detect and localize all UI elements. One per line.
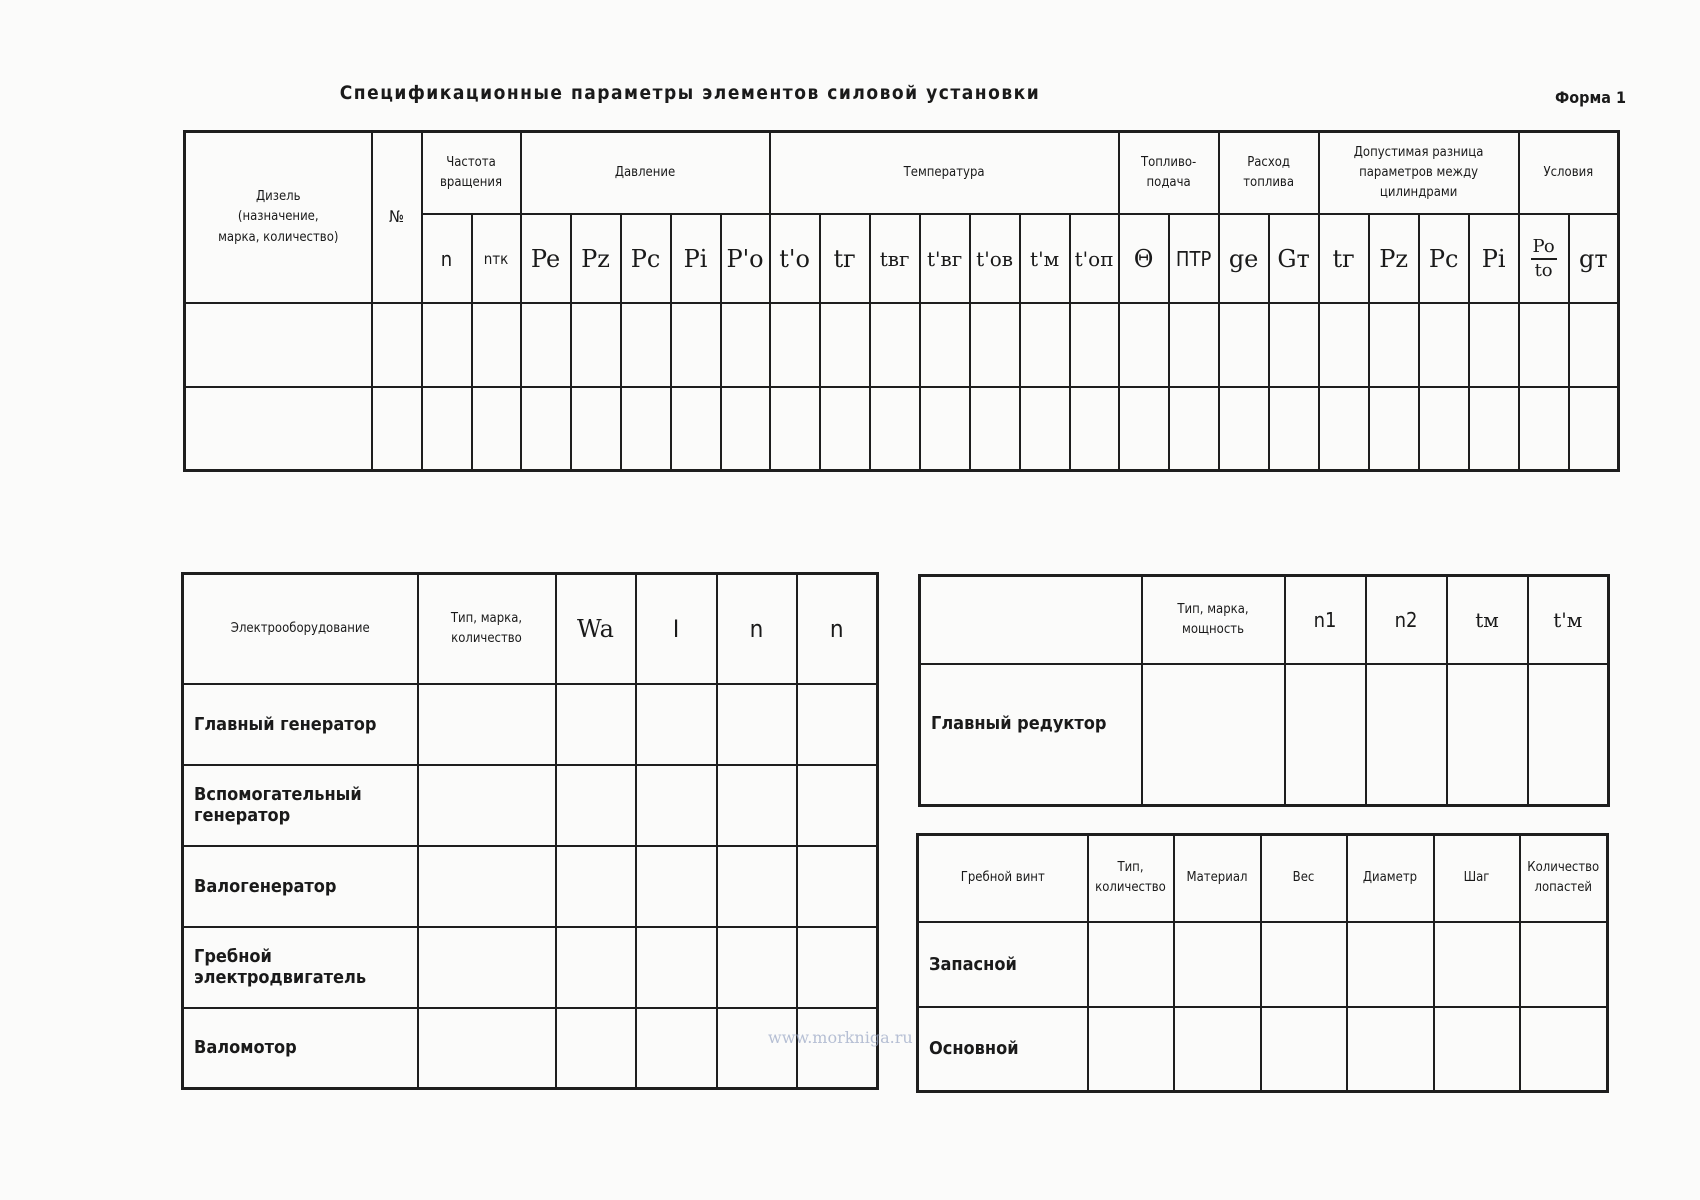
cell[interactable] bbox=[920, 303, 970, 387]
cell[interactable] bbox=[422, 303, 472, 387]
row-label-main-reducer: Главный редуктор bbox=[920, 664, 1142, 806]
col-header-type: Тип, количество bbox=[1088, 835, 1174, 922]
group-header-temperature: Температура bbox=[770, 132, 1119, 215]
cell[interactable] bbox=[1070, 387, 1119, 471]
cell[interactable] bbox=[1174, 922, 1261, 1007]
cell[interactable] bbox=[717, 1008, 797, 1089]
cell[interactable] bbox=[1569, 387, 1619, 471]
cell[interactable] bbox=[521, 387, 571, 471]
cell[interactable] bbox=[636, 1008, 717, 1089]
group-header-fuel-feed: Топливо-подача bbox=[1119, 132, 1219, 215]
sub-header-pc: Pc bbox=[621, 214, 671, 303]
cell[interactable] bbox=[636, 846, 717, 927]
table-row bbox=[185, 387, 1619, 471]
table-row bbox=[183, 1008, 878, 1089]
col-header-blade-count: Количество лопастей bbox=[1520, 835, 1608, 922]
cell[interactable] bbox=[1119, 303, 1169, 387]
cell[interactable] bbox=[1169, 387, 1219, 471]
col-header-propeller: Гребной винт bbox=[918, 835, 1088, 922]
cell[interactable] bbox=[797, 846, 878, 927]
cell[interactable] bbox=[1419, 387, 1469, 471]
cell[interactable] bbox=[1569, 303, 1619, 387]
cell[interactable] bbox=[472, 303, 521, 387]
cell[interactable] bbox=[418, 846, 556, 927]
cell[interactable] bbox=[1088, 922, 1174, 1007]
sub-header-pz: Pz bbox=[571, 214, 621, 303]
cell[interactable] bbox=[970, 387, 1020, 471]
table-row bbox=[918, 1007, 1608, 1092]
cell[interactable] bbox=[1434, 922, 1520, 1007]
page-title: Спецификационные параметры элементов силовой установки bbox=[339, 82, 1041, 104]
cell[interactable] bbox=[671, 303, 721, 387]
group-header-pressure: Давление bbox=[521, 132, 770, 215]
sub-header-n: n bbox=[422, 214, 472, 303]
group-header-speed: Частота вращения bbox=[422, 132, 521, 215]
sub-header-tm: t'м bbox=[1020, 214, 1070, 303]
sub-header-tov: t'ов bbox=[970, 214, 1020, 303]
cell[interactable] bbox=[671, 387, 721, 471]
sub-header-gt: gт bbox=[1569, 214, 1619, 303]
cell[interactable] bbox=[770, 387, 820, 471]
table-row bbox=[183, 927, 878, 1008]
cell[interactable] bbox=[422, 387, 472, 471]
cell[interactable] bbox=[636, 765, 717, 846]
col-header-tm-prime: t'м bbox=[1528, 576, 1609, 664]
cell[interactable] bbox=[621, 303, 671, 387]
sub-header-ptr: ПТР bbox=[1169, 214, 1219, 303]
cell[interactable] bbox=[621, 387, 671, 471]
cell[interactable] bbox=[870, 387, 920, 471]
cell[interactable] bbox=[1319, 387, 1369, 471]
cell[interactable] bbox=[418, 684, 556, 765]
cell[interactable] bbox=[717, 684, 797, 765]
cell[interactable] bbox=[1142, 664, 1285, 806]
cell[interactable] bbox=[1219, 387, 1269, 471]
cell[interactable] bbox=[1347, 922, 1434, 1007]
sub-header-pe: Pe bbox=[521, 214, 571, 303]
sub-header-diff-pi: Pi bbox=[1469, 214, 1519, 303]
table-row bbox=[183, 684, 878, 765]
cell[interactable] bbox=[521, 303, 571, 387]
sub-header-diff-pz: Pz bbox=[1369, 214, 1419, 303]
fraction-denominator: to bbox=[1534, 259, 1553, 281]
sub-header-tvg: tвг bbox=[870, 214, 920, 303]
sub-header-diff-pc: Pc bbox=[1419, 214, 1469, 303]
cell[interactable] bbox=[820, 387, 870, 471]
cell[interactable] bbox=[1369, 303, 1419, 387]
col-header-type: Тип, марка, мощность bbox=[1142, 576, 1285, 664]
sub-header-tvg-prime: t'вг bbox=[920, 214, 970, 303]
cell[interactable] bbox=[636, 927, 717, 1008]
row-label-main: Основной bbox=[918, 1007, 1088, 1092]
cell[interactable] bbox=[920, 387, 970, 471]
cell[interactable] bbox=[418, 1008, 556, 1089]
sub-header-ntk: nтк bbox=[472, 214, 521, 303]
cell[interactable] bbox=[1469, 303, 1519, 387]
cell[interactable] bbox=[770, 303, 820, 387]
cell[interactable] bbox=[556, 1008, 636, 1089]
cell[interactable] bbox=[1174, 1007, 1261, 1092]
col-header-n2: n2 bbox=[1366, 576, 1447, 664]
group-header-cylinder-diff: Допустимая разница параметров между цилиндрами bbox=[1319, 132, 1519, 215]
cell[interactable] bbox=[1520, 1007, 1608, 1092]
cell[interactable] bbox=[418, 927, 556, 1008]
cell[interactable] bbox=[797, 1008, 878, 1089]
col-header-wa: Wa bbox=[556, 574, 636, 684]
cell[interactable] bbox=[717, 765, 797, 846]
cell[interactable] bbox=[870, 303, 920, 387]
reducer-table bbox=[918, 574, 1610, 807]
cell[interactable] bbox=[1434, 1007, 1520, 1092]
col-header-material: Материал bbox=[1174, 835, 1261, 922]
row-label-shaft-generator: Валогенератор bbox=[183, 846, 418, 927]
cell[interactable] bbox=[721, 303, 770, 387]
table-row bbox=[185, 303, 1619, 387]
sub-header-tg: tг bbox=[820, 214, 870, 303]
cell[interactable] bbox=[1070, 303, 1119, 387]
cell[interactable] bbox=[636, 684, 717, 765]
cell[interactable] bbox=[185, 303, 372, 387]
col-header-pitch: Шаг bbox=[1434, 835, 1520, 922]
col-header-n1: n1 bbox=[1285, 576, 1366, 664]
sub-header-gt-total: Gт bbox=[1269, 214, 1319, 303]
fraction-numerator: Po bbox=[1531, 238, 1557, 260]
row-label-auxiliary-generator: Вспомогательный генератор bbox=[183, 765, 418, 846]
table-row bbox=[920, 664, 1609, 806]
cell[interactable] bbox=[556, 684, 636, 765]
group-header-fuel-consumption: Расход топлива bbox=[1219, 132, 1319, 215]
col-header-weight: Вес bbox=[1261, 835, 1347, 922]
cell[interactable] bbox=[556, 846, 636, 927]
col-header-n2: n bbox=[797, 574, 878, 684]
electric-equipment-table bbox=[181, 572, 879, 1090]
col-header-n1: n bbox=[717, 574, 797, 684]
cell[interactable] bbox=[1261, 1007, 1347, 1092]
cell[interactable] bbox=[1519, 387, 1569, 471]
cell[interactable] bbox=[372, 303, 422, 387]
cell[interactable] bbox=[185, 387, 372, 471]
sub-header-to: t'o bbox=[770, 214, 820, 303]
cell[interactable] bbox=[1119, 387, 1169, 471]
cell[interactable] bbox=[1261, 922, 1347, 1007]
col-header-tm: tм bbox=[1447, 576, 1528, 664]
table-row bbox=[183, 765, 878, 846]
cell[interactable] bbox=[556, 765, 636, 846]
group-header-conditions: Условия bbox=[1519, 132, 1619, 215]
cell[interactable] bbox=[797, 684, 878, 765]
cell[interactable] bbox=[1020, 303, 1070, 387]
cell[interactable] bbox=[571, 303, 621, 387]
sub-header-pi: Pi bbox=[671, 214, 721, 303]
col-header-diameter: Диаметр bbox=[1347, 835, 1434, 922]
cell[interactable] bbox=[1519, 303, 1569, 387]
cell[interactable] bbox=[1469, 387, 1519, 471]
col-header-empty bbox=[920, 576, 1142, 664]
row-label-propulsion-motor: Гребной электродвигатель bbox=[183, 927, 418, 1008]
col-header-current: I bbox=[636, 574, 717, 684]
sub-header-po: P'o bbox=[721, 214, 770, 303]
cell[interactable] bbox=[1219, 303, 1269, 387]
cell[interactable] bbox=[1419, 303, 1469, 387]
propeller-table bbox=[916, 833, 1609, 1093]
cell[interactable] bbox=[1447, 664, 1528, 806]
cell[interactable] bbox=[797, 927, 878, 1008]
sub-header-ge: ge bbox=[1219, 214, 1269, 303]
form-label: Форма 1 bbox=[1555, 88, 1626, 107]
sub-header-theta: Θ bbox=[1119, 214, 1169, 303]
cell[interactable] bbox=[1169, 303, 1219, 387]
watermark: www.morkniga.ru bbox=[768, 1028, 913, 1047]
col-header-number: № bbox=[372, 132, 422, 304]
cell[interactable] bbox=[1269, 303, 1319, 387]
cell[interactable] bbox=[1088, 1007, 1174, 1092]
cell[interactable] bbox=[1020, 387, 1070, 471]
cell[interactable] bbox=[556, 927, 636, 1008]
cell[interactable] bbox=[717, 846, 797, 927]
sub-header-diff-tg: tг bbox=[1319, 214, 1369, 303]
col-header-equipment: Электрооборудование bbox=[183, 574, 418, 684]
table-row bbox=[918, 922, 1608, 1007]
cell[interactable] bbox=[797, 765, 878, 846]
cell[interactable] bbox=[1520, 922, 1608, 1007]
row-label-spare: Запасной bbox=[918, 922, 1088, 1007]
cell[interactable] bbox=[1285, 664, 1366, 806]
sub-header-po-to-fraction bbox=[1519, 214, 1569, 303]
cell[interactable] bbox=[1319, 303, 1369, 387]
cell[interactable] bbox=[1366, 664, 1447, 806]
row-label-main-generator: Главный генератор bbox=[183, 684, 418, 765]
cell[interactable] bbox=[418, 765, 556, 846]
cell[interactable] bbox=[571, 387, 621, 471]
cell[interactable] bbox=[1269, 387, 1319, 471]
sub-header-top: t'оп bbox=[1070, 214, 1119, 303]
row-label-shaft-motor: Валомотор bbox=[183, 1008, 418, 1089]
table-row bbox=[183, 846, 878, 927]
cell[interactable] bbox=[372, 387, 422, 471]
cell[interactable] bbox=[1528, 664, 1609, 806]
col-header-type: Тип, марка, количество bbox=[418, 574, 556, 684]
diesel-table bbox=[183, 130, 1620, 472]
cell[interactable] bbox=[721, 387, 770, 471]
cell[interactable] bbox=[472, 387, 521, 471]
cell[interactable] bbox=[970, 303, 1020, 387]
cell[interactable] bbox=[1369, 387, 1419, 471]
cell[interactable] bbox=[717, 927, 797, 1008]
cell[interactable] bbox=[820, 303, 870, 387]
col-header-diesel: Дизель (назначение, марка, количество) bbox=[185, 132, 372, 304]
cell[interactable] bbox=[1347, 1007, 1434, 1092]
